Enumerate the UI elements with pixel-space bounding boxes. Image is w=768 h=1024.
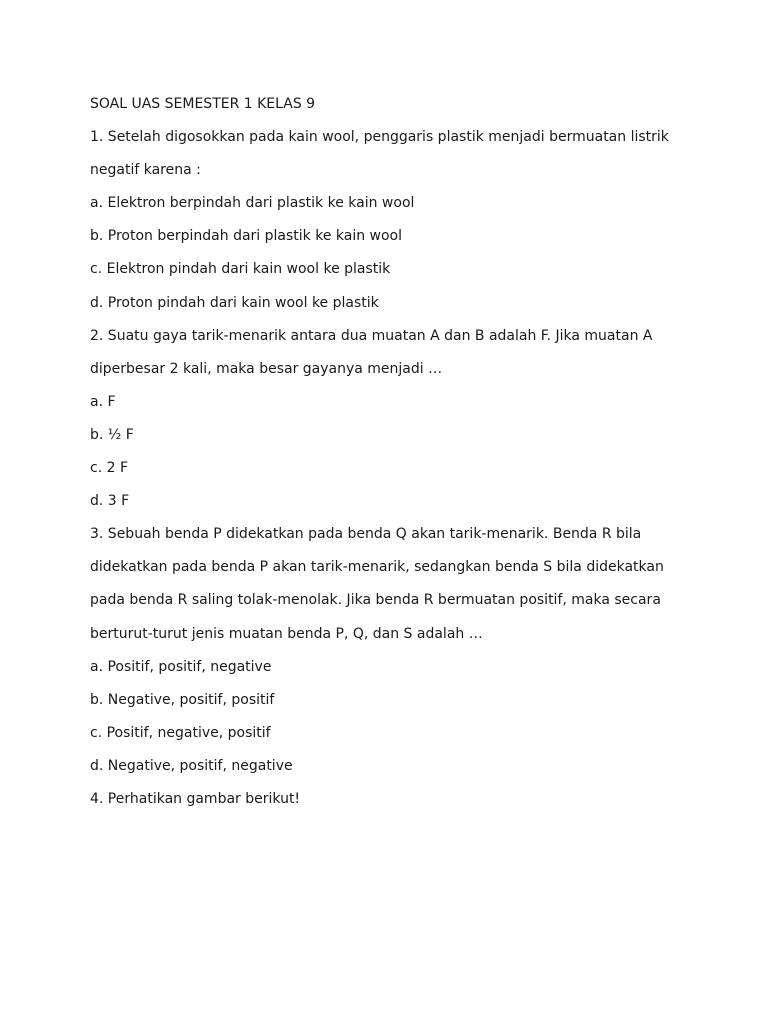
- answer-option: a. Elektron berpindah dari plastik ke kain wool: [90, 195, 415, 212]
- answer-option: b. Proton berpindah dari plastik ke kain wool: [90, 228, 403, 245]
- question-2: [90, 320, 720, 519]
- question-text: diperbesar 2 kali, maka besar gayanya menjadi …: [90, 360, 443, 377]
- question-text: 3. Sebuah benda P didekatkan pada benda Q akan tarik-menarik. Benda R bila: [90, 526, 642, 543]
- document-page: [90, 88, 720, 816]
- question-1: [90, 121, 720, 320]
- question-text: berturut-turut jenis muatan benda P, Q, dan S adalah …: [90, 625, 483, 642]
- question-text: pada benda R saling tolak-menolak. Jika benda R bermuatan positif, maka secara: [90, 592, 661, 609]
- question-text: negatif karena :: [90, 162, 201, 179]
- answer-option: a. Positif, positif, negative: [90, 658, 272, 675]
- answer-option: d. Proton pindah dari kain wool ke plastik: [90, 294, 379, 311]
- answer-option: c. Elektron pindah dari kain wool ke plastik: [90, 261, 391, 278]
- answer-option: c. 2 F: [90, 460, 129, 477]
- answer-option: c. Positif, negative, positif: [90, 724, 271, 741]
- question-3: [90, 518, 720, 783]
- question-text: 4. Perhatikan gambar berikut!: [90, 790, 301, 807]
- document-title: SOAL UAS SEMESTER 1 KELAS 9: [90, 96, 316, 112]
- answer-option: b. ½ F: [90, 426, 134, 443]
- answer-option: b. Negative, positif, positif: [90, 691, 275, 708]
- question-4: [90, 783, 720, 816]
- question-text: 1. Setelah digosokkan pada kain wool, penggaris plastik menjadi bermuatan listrik: [90, 129, 669, 146]
- answer-option: a. F: [90, 393, 116, 410]
- answer-option: d. Negative, positif, negative: [90, 757, 293, 774]
- question-text: didekatkan pada benda P akan tarik-menarik, sedangkan benda S bila didekatkan: [90, 559, 664, 576]
- question-text: 2. Suatu gaya tarik-menarik antara dua muatan A dan B adalah F. Jika muatan A: [90, 327, 653, 344]
- answer-option: d. 3 F: [90, 493, 130, 510]
